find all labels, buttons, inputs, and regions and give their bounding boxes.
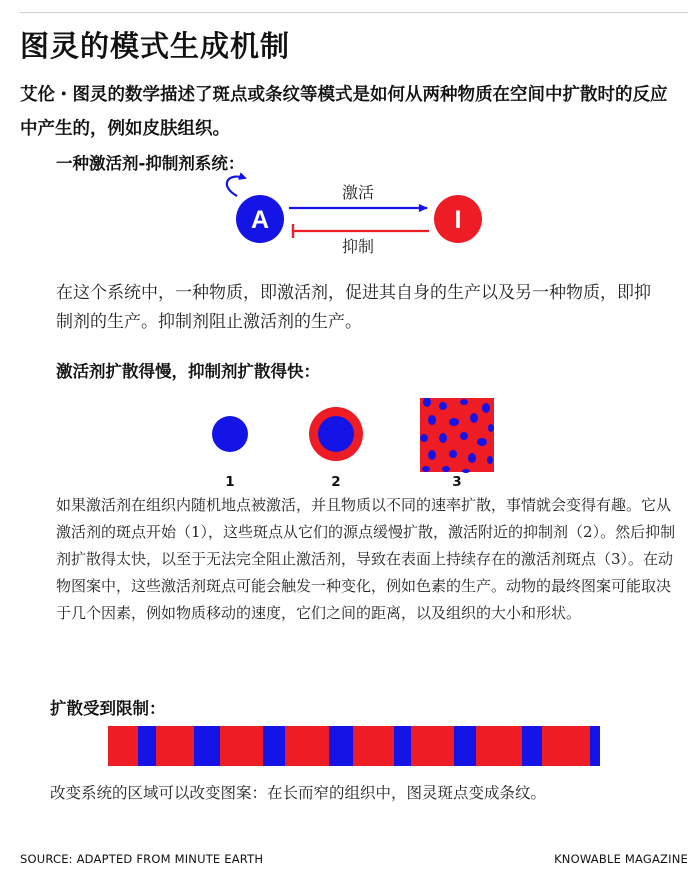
- stage3-label: 3: [452, 474, 462, 490]
- stage1-label: 1: [225, 474, 235, 490]
- inhibition-label: 抑制: [341, 237, 375, 256]
- stripe: [522, 726, 542, 766]
- section3-heading: 扩散受到限制：: [50, 699, 166, 718]
- page-title: 图灵的模式生成机制: [20, 29, 291, 63]
- stripe: [194, 726, 220, 766]
- stage2-label: 2: [331, 474, 341, 490]
- stripe: [329, 726, 353, 766]
- section1-body: 在这个系统中，一种物质，即激活剂，促进其自身的生产以及另一种物质，即抑制剂的生产。抑制剂阻止激活剂的生产。: [56, 283, 651, 332]
- stripe: [454, 726, 476, 766]
- source-credit: SOURCE: ADAPTED FROM MINUTE EARTH: [20, 852, 264, 866]
- activator-inhibitor-diagram: [215, 172, 495, 264]
- stripe: [590, 726, 600, 766]
- stripe-pattern-bar: [108, 726, 600, 766]
- activator-node-label: A: [250, 206, 270, 234]
- publisher-credit: KNOWABLE MAGAZINE: [554, 852, 688, 866]
- stripe: [138, 726, 156, 766]
- inhibitor-node-label: I: [454, 206, 462, 234]
- stage1-activator-spot: [212, 416, 248, 452]
- section3-body: 改变系统的区域可以改变图案：在长而窄的组织中，图灵斑点变成条纹。: [50, 784, 547, 802]
- stage3-pattern-square: [420, 398, 494, 473]
- section2-heading: 激活剂扩散得慢，抑制剂扩散得快：: [56, 362, 320, 381]
- section1-heading: 一种激活剂-抑制剂系统：: [56, 154, 245, 173]
- stripe: [394, 726, 411, 766]
- stage2-activator-spot: [318, 416, 354, 452]
- activation-label: 激活: [341, 183, 375, 202]
- self-activation-arrow: [227, 177, 245, 196]
- top-divider: [20, 12, 688, 13]
- stripe: [263, 726, 285, 766]
- diffusion-stages: [210, 398, 500, 474]
- section2-body: 如果激活剂在组织内随机地点被激活，并且物质以不同的速率扩散，事情就会变得有趣。它从激活剂的斑点开始（1），这些斑点从它们的源点缓慢扩散，激活附近的抑制剂（2）。然后抑制剂扩散得太快，以至于无法完全阻止激活剂，导致在表面上持续存在的激活剂斑点（3）。在动物图案中，这些激活剂斑点可能会触发一种变化，例如色素的生产。动物的最终图案可能取决于几个因素，例如物质移动的速度，它们之间的距离，以及组织的大小和形状。: [56, 496, 676, 622]
- intro-text: 艾伦・图灵的数学描述了斑点或条纹等模式是如何从两种物质在空间中扩散时的反应中产生的，例如皮肤组织。: [20, 85, 668, 139]
